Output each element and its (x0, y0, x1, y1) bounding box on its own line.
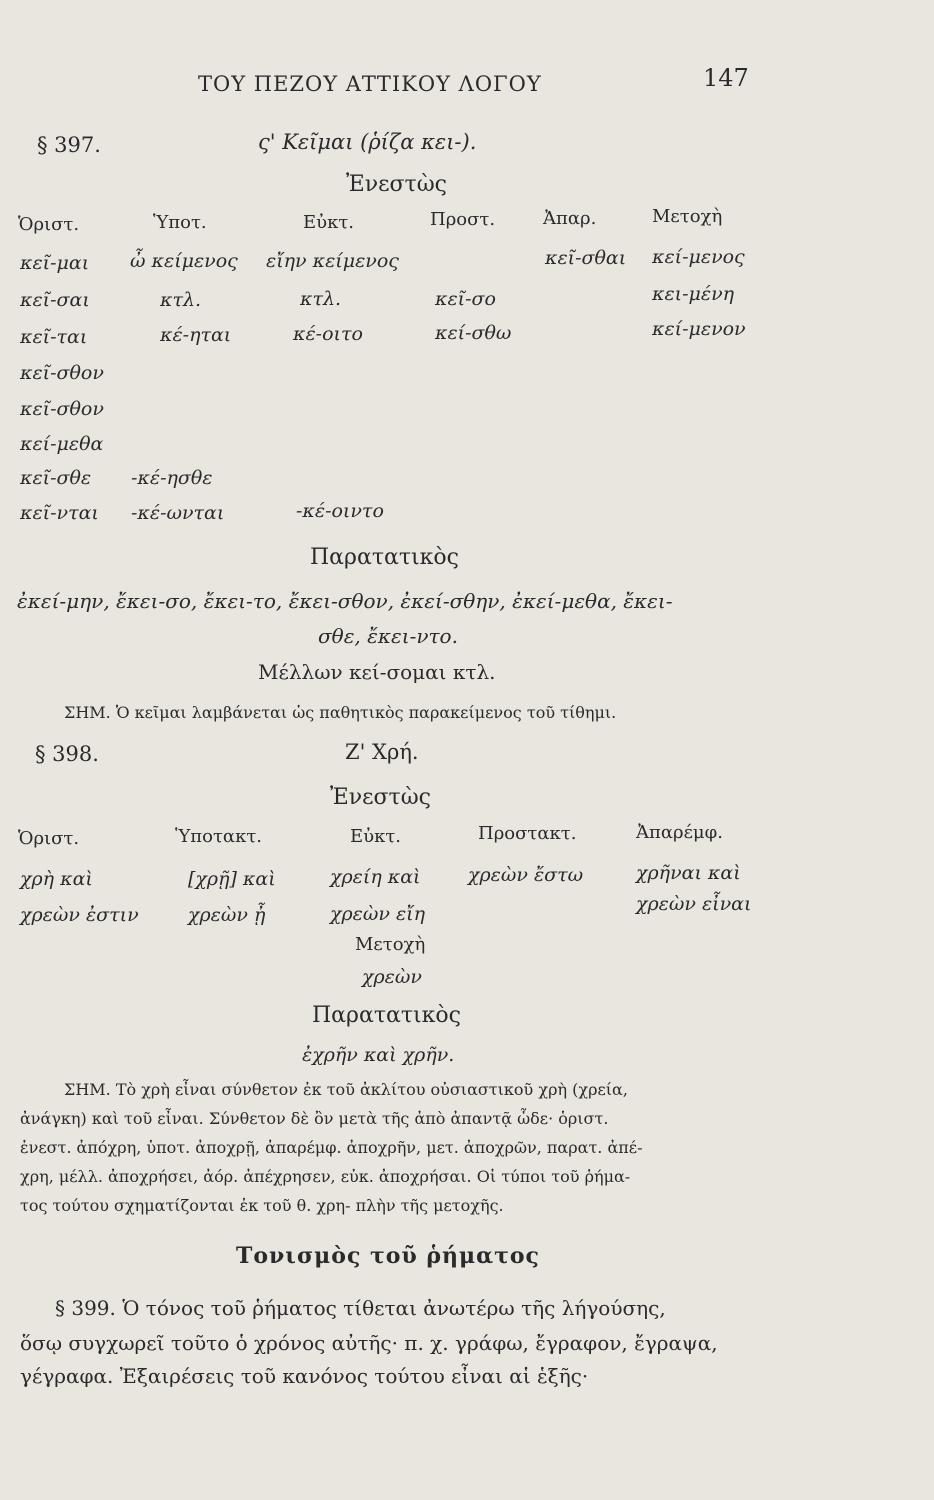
subjunctive-form: -κέ-ωνται (131, 502, 225, 524)
imperative-form: χρεὼν ἔστω (468, 864, 584, 886)
verb-title-keimai: ς' Κεῖμαι (ῥίζα κει-). (258, 130, 477, 154)
subjunctive-form: χρεὼν ᾖ (188, 904, 266, 926)
col-indicative: Ὁριστ. (18, 828, 80, 849)
running-title: ΤΟΥ ΠΕΖΟΥ ΑΤΤΙΚΟΥ ΛΟΓΟΥ (198, 72, 542, 96)
note-398-line: τος τούτου σχηματίζονται ἐκ τοῦ θ. χρη- πλὴν τῆς μετοχῆς. (20, 1196, 504, 1215)
col-optative: Εὐκτ. (303, 212, 355, 233)
subjunctive-form: κέ-ηται (160, 324, 232, 346)
indicative-form: κεῖ-σαι (20, 289, 90, 311)
subjunctive-form: κτλ. (160, 289, 202, 311)
indicative-form: κεῖ-ται (20, 326, 88, 348)
note-398-line: ΣΗΜ. Τὸ χρὴ εἶναι σύνθετον ἐκ τοῦ ἀκλίτου οὐσιαστικοῦ χρὴ (χρεία, (64, 1080, 628, 1099)
optative-form: χρεὼν εἴη (330, 903, 425, 925)
participle-form: χρεὼν (362, 966, 422, 988)
paragraph-399-line: § 399. Ὁ τόνος τοῦ ῥήματος τίθεται ἀνωτέρω τῆς λήγούσης, (55, 1296, 666, 1320)
imperative-form: κεῖ-σο (435, 288, 496, 310)
section-398-label: § 398. (35, 742, 99, 766)
section-397-label: § 397. (37, 133, 101, 157)
note-398-line: χρη, μέλλ. ἀποχρήσει, ἀόρ. ἀπέχρησεν, εὐκ. ἀποχρήσαι. Οἱ τύποι τοῦ ῥήμα- (20, 1167, 631, 1186)
subjunctive-form: ὦ κείμενος (130, 250, 238, 272)
imperfect-forms-line: σθε, ἔκει-ντο. (318, 624, 458, 648)
optative-form: κτλ. (300, 288, 342, 310)
indicative-form: κεῖ-νται (20, 502, 99, 524)
future-line: Μέλλων κεί-σομαι κτλ. (258, 660, 496, 684)
col-infinitive: Ἀπαρ. (543, 208, 597, 229)
note-398-line: ἀνάγκη) καὶ τοῦ εἶναι. Σύνθετον δὲ ὂν μετὰ τῆς ἀπὸ ἀπαντᾷ ὧδε· ὁριστ. (20, 1109, 609, 1128)
subjunctive-form: -κέ-ησθε (131, 467, 213, 489)
imperative-form: κεί-σθω (435, 322, 512, 344)
imperfect-forms-line: ἐκεί-μην, ἔκει-σο, ἔκει-το, ἔκει-σθον, ἐκεί-σθην, ἐκεί-μεθα, ἔκει- (17, 589, 673, 613)
col-subjunctive: Ὑποτ. (153, 212, 207, 233)
optative-form: χρείη καὶ (330, 866, 421, 888)
indicative-form: κεί-μεθα (20, 433, 104, 455)
note-398-line: ἐνεστ. ἀπόχρη, ὑποτ. ἀποχρῇ, ἀπαρέμφ. ἀποχρῆν, μετ. ἀποχρῶν, παρατ. ἀπέ- (20, 1138, 643, 1157)
page-number: 147 (703, 64, 749, 92)
tense-imperfect-label: Παρατατικὸς (312, 1003, 461, 1028)
optative-form: -κέ-οιντο (296, 500, 384, 522)
optative-form: κέ-οιτο (293, 323, 363, 345)
imperfect-forms-line: ἐχρῆν καὶ χρῆν. (302, 1044, 455, 1066)
tense-present-label: Ἐνεστὼς (330, 785, 431, 810)
col-infinitive: Ἀπαρέμφ. (636, 822, 723, 843)
paragraph-399-line: γέγραφα. Ἐξαιρέσεις τοῦ κανόνος τούτου εἶναι αἱ ἑξῆς· (20, 1364, 589, 1388)
indicative-form: χρὴ καὶ (20, 868, 93, 890)
verb-title-chre: Ζ' Χρή. (345, 740, 419, 764)
optative-form: εἴην κείμενος (266, 250, 399, 272)
subjunctive-form: [χρῇ] καὶ (188, 868, 276, 890)
indicative-form: κεῖ-σθον (20, 398, 104, 420)
infinitive-form: χρεὼν εἶναι (636, 893, 752, 915)
participle-label: Μετοχὴ (355, 934, 426, 955)
col-imperative: Προστ. (430, 209, 496, 230)
infinitive-form: χρῆναι καὶ (636, 862, 741, 884)
tense-present-label: Ἐνεστὼς (346, 172, 447, 197)
participle-form: κεί-μενον (652, 318, 746, 340)
indicative-form: κεῖ-μαι (20, 252, 90, 274)
col-indicative: Ὁριστ. (18, 214, 80, 235)
tense-imperfect-label: Παρατατικὸς (310, 545, 459, 570)
col-optative: Εὐκτ. (350, 826, 402, 847)
indicative-form: κεῖ-σθον (20, 362, 104, 384)
col-participle: Μετοχὴ (652, 206, 723, 227)
indicative-form: κεῖ-σθε (20, 467, 92, 489)
indicative-form: χρεὼν ἐστιν (20, 904, 139, 926)
col-imperative: Προστακτ. (478, 823, 577, 844)
infinitive-form: κεῖ-σθαι (545, 247, 627, 269)
participle-form: κει-μένη (652, 283, 735, 305)
col-subjunctive: Ὑποτακτ. (175, 826, 263, 847)
participle-form: κεί-μενος (652, 246, 745, 268)
note-397: ΣΗΜ. Ὁ κεῖμαι λαμβάνεται ὡς παθητικὸς παρακείμενος τοῦ τίθημι. (64, 703, 617, 722)
paragraph-399-line: ὅσῳ συγχωρεῖ τοῦτο ὁ χρόνος αὐτῆς· π. χ. γράφω, ἔγραφον, ἔγραψα, (20, 1331, 718, 1355)
section-heading-accent: Τονισμὸς τοῦ ῥήματος (236, 1243, 540, 1269)
